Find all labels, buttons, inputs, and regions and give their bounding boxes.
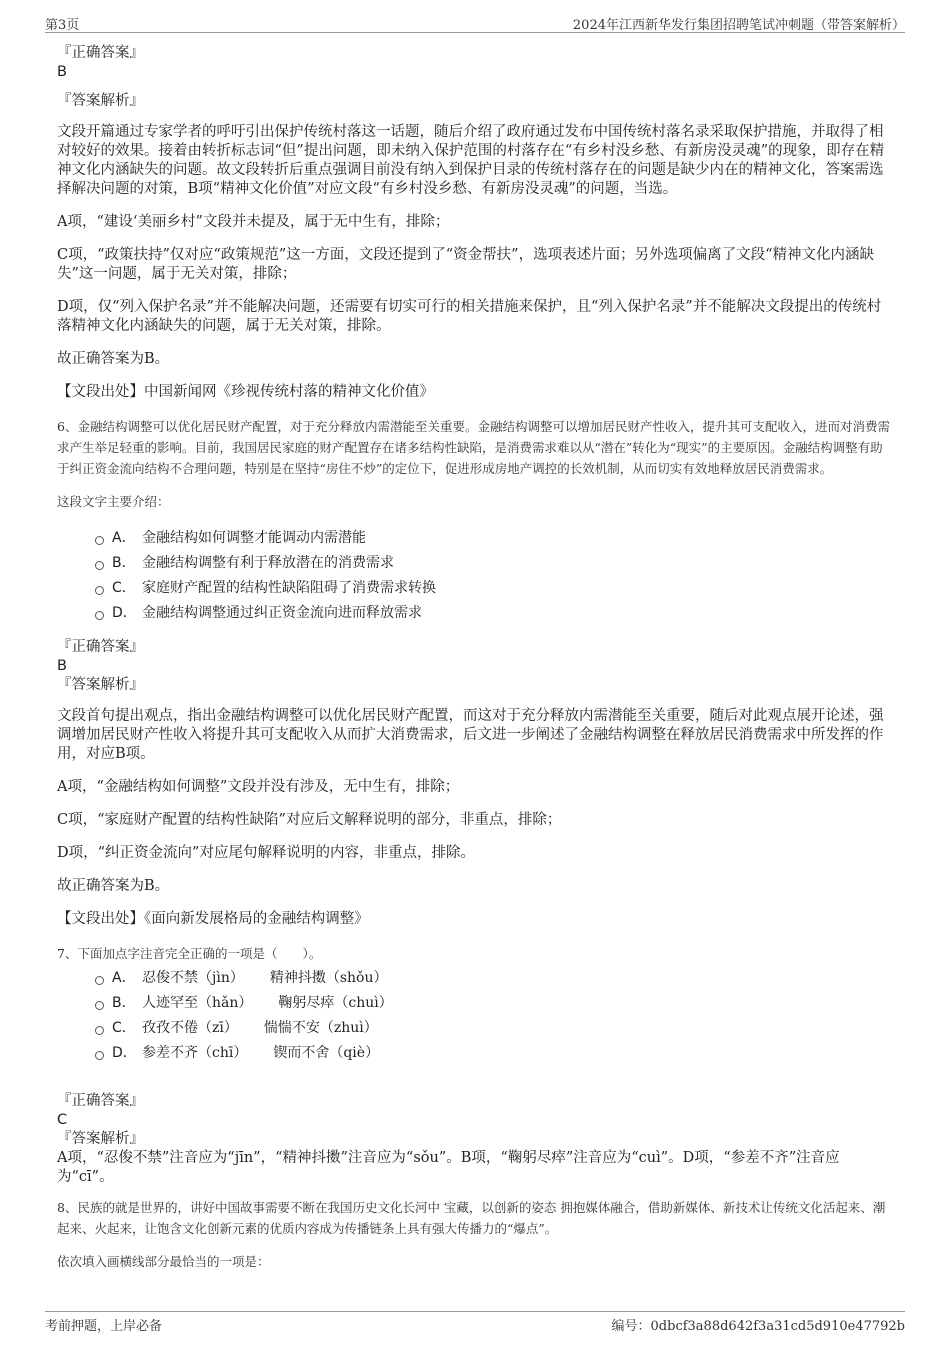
radio-icon[interactable] bbox=[95, 561, 104, 570]
q6-option-d[interactable]: D． 金融结构调整通过纠正资金流向进而释放需求 bbox=[95, 601, 890, 626]
q5-answer-mark: 『正确答案』 bbox=[57, 45, 144, 61]
q7-options bbox=[95, 966, 890, 1066]
q5-section bbox=[57, 44, 890, 402]
q6-prompt: 这段文字主要介绍： bbox=[57, 494, 170, 509]
q6-options bbox=[95, 526, 890, 626]
radio-icon[interactable] bbox=[95, 611, 104, 620]
radio-icon[interactable] bbox=[95, 976, 104, 985]
q5-answer: B bbox=[57, 64, 67, 80]
q6-option-b[interactable]: B． 金融结构调整有利于释放潜在的消费需求 bbox=[95, 551, 890, 576]
q7-answer: C bbox=[57, 1112, 68, 1128]
q5-analysis-mark: 『答案解析』 bbox=[57, 93, 144, 109]
radio-icon[interactable] bbox=[95, 586, 104, 595]
radio-icon[interactable] bbox=[95, 1026, 104, 1035]
q5-analysis: 文段开篇通过专家学者的呼吁引出保护传统村落这一话题，随后介绍了政府通过发布中国传统村落名录采取保护措施，并取得了相对较好的效果。接着由转折标志词“但”提出问题，即未纳入保护范围的村落存在“有乡村没乡愁、有新房没灵魂”的现象，即存在精神文化内涵缺失的问题。故文段转折后重点强调目前没有纳入到保护目录的传统村落存在的问题是缺少内在的精神文化，答案需选择解决问题的对策，B项“精神文化价值”对应文段“有乡村没乡愁、有新房没灵魂”的问题，当选。 bbox=[57, 124, 885, 197]
q5-explain-d: D项，仅“列入保护名录”并不能解决问题，还需要有切实可行的相关措施来保护，且“列入保护名录”并不能解决文段提出的传统村落精神文化内涵缺失的问题，属于无关对策，排除。 bbox=[57, 299, 882, 334]
q8-prompt: 依次填入画横线部分最恰当的一项是： bbox=[57, 1254, 270, 1269]
q7-analysis-mark: 『答案解析』 bbox=[57, 1131, 144, 1147]
q8-question: 8、民族的就是世界的，讲好中国故事需要不断在我国历史文化长河中 宝藏，以创新的姿态 拥抱媒体融合，借助新媒体、新技术让传统文化活起来、潮起来、火起来，让饱含文化创新元素的优质内容成为传播链条上具有强大传播力的“爆点”。 bbox=[57, 1200, 886, 1236]
q7-analysis: A项，“忍俊不禁”注音应为“jīn”，“精神抖擞”注音应为“sǒu”。B项，“鞠躬尽瘁”注音应为“cuì”。D项，“参差不齐”注音应为“cī”。 bbox=[57, 1150, 840, 1185]
q6-option-c[interactable]: C． 家庭财产配置的结构性缺陷阻碍了消费需求转换 bbox=[95, 576, 890, 601]
q7-question: 7、下面加点字注音完全正确的一项是（ ）。 bbox=[57, 946, 322, 961]
page-number: 第3页 bbox=[45, 18, 80, 33]
q6-section bbox=[57, 416, 890, 929]
q6-answer: B bbox=[57, 658, 67, 674]
q6-analysis-mark: 『答案解析』 bbox=[57, 677, 144, 693]
page-header bbox=[45, 12, 905, 33]
footer-slogan: 考前押题，上岸必备 bbox=[45, 1319, 163, 1334]
q6-conclusion: 故正确答案为B。 bbox=[57, 878, 170, 894]
q7-option-c[interactable]: C． 孜孜不倦（zī） 惴惴不安（zhuì） bbox=[95, 1016, 890, 1041]
q6-analysis: 文段首句提出观点，指出金融结构调整可以优化居民财产配置，而这对于充分释放内需潜能至关重要，随后对此观点展开论述，强调增加居民财产性收入将提升其可支配收入从而扩大消费需求，后文进一步阐述了金融结构调整在释放居民消费需求中所发挥的作用，对应B项。 bbox=[57, 708, 884, 762]
q7-option-d[interactable]: D． 参差不齐（chī） 锲而不舍（qiè） bbox=[95, 1041, 890, 1066]
radio-icon[interactable] bbox=[95, 1051, 104, 1060]
q7-option-a[interactable]: A． 忍俊不禁（jìn） 精神抖擞（shǒu） bbox=[95, 966, 890, 991]
q6-option-a[interactable]: A． 金融结构如何调整才能调动内需潜能 bbox=[95, 526, 890, 551]
q5-conclusion: 故正确答案为B。 bbox=[57, 351, 170, 367]
q6-explain-a: A项，“金融结构如何调整”文段并没有涉及，无中生有，排除； bbox=[57, 779, 460, 795]
q7-option-b[interactable]: B． 人迹罕至（hǎn） 鞠躬尽瘁（chuì） bbox=[95, 991, 890, 1016]
q7-section bbox=[57, 943, 890, 1187]
page-content bbox=[57, 44, 890, 1284]
document-id: 编号：0dbcf3a88d642f3a31cd5d910e47792b bbox=[611, 1319, 905, 1334]
q6-answer-mark: 『正确答案』 bbox=[57, 639, 144, 655]
q5-source: 【文段出处】中国新闻网《珍视传统村落的精神文化价值》 bbox=[57, 384, 434, 400]
radio-icon[interactable] bbox=[95, 1001, 104, 1010]
q6-source: 【文段出处】《面向新发展格局的金融结构调整》 bbox=[57, 911, 369, 927]
q6-question: 6、金融结构调整可以优化居民财产配置，对于充分释放内需潜能至关重要。金融结构调整可以增加居民财产性收入，提升其可支配收入，进而对消费需求产生举足轻重的影响。目前，我国居民家庭的财产配置存在诸多结构性缺陷，是消费需求难以从“潜在”转化为“现实”的主要原因。金融结构调整有助于纠正资金流向结构不合理问题，特别是在坚持“房住不炒”的定位下，促进形成房地产调控的长效机制，从而切实有效地释放居民消费需求。 bbox=[57, 419, 890, 476]
q7-answer-mark: 『正确答案』 bbox=[57, 1093, 144, 1109]
document-title: 2024年江西新华发行集团招聘笔试冲刺题（带答案解析） bbox=[572, 18, 905, 33]
q6-explain-c: C项，“家庭财产配置的结构性缺陷”对应后文解释说明的部分，非重点，排除； bbox=[57, 812, 562, 828]
q6-explain-d: D项，“纠正资金流向”对应尾句解释说明的内容，非重点，排除。 bbox=[57, 845, 475, 861]
q8-section bbox=[57, 1197, 890, 1272]
q5-explain-a: A项，“建设‘美丽乡村”文段并未提及，属于无中生有，排除； bbox=[57, 214, 450, 230]
q5-explain-c: C项，“政策扶持”仅对应“政策规范”这一方面，文段还提到了“资金帮扶”，选项表述片面；另外选项偏离了文段“精神文化内涵缺失”这一问题，属于无关对策，排除； bbox=[57, 247, 874, 282]
radio-icon[interactable] bbox=[95, 536, 104, 545]
page-footer bbox=[45, 1311, 905, 1334]
